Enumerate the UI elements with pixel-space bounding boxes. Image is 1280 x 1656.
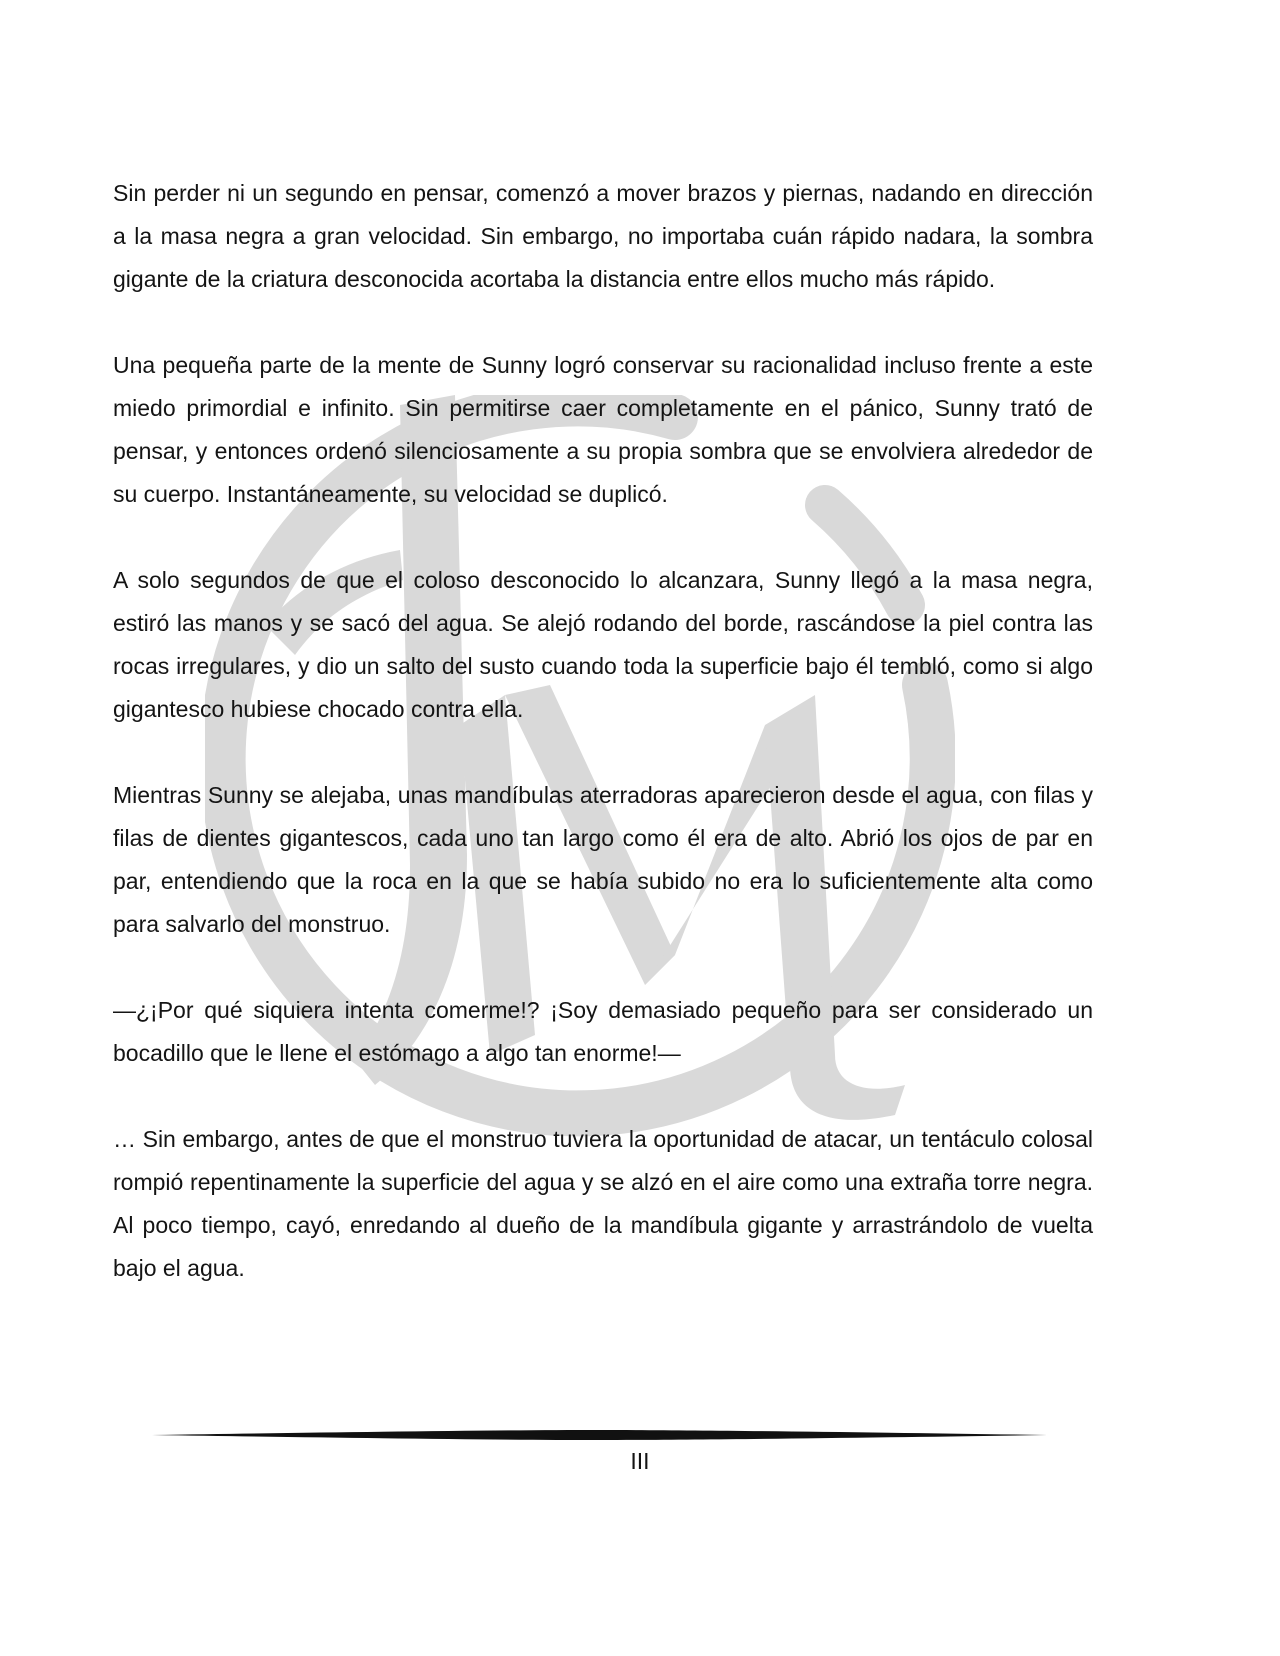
paragraph: … Sin embargo, antes de que el monstruo tuviera la oportunidad de atacar, un tentáculo colosal rompió repentinamente la superficie del agua y se alzó en el aire como una extraña torre negra. Al poco tiempo, cayó, enredando al dueño de la mandíbula gigante y arrastrándolo de vuelta bajo el agua. bbox=[113, 1126, 1093, 1281]
paragraph: Sin perder ni un segundo en pensar, comenzó a mover brazos y piernas, nadando en dirección a la masa negra a gran velocidad. Sin embargo, no importaba cuán rápido nadara, la sombra gigante de la criatura desconocida acortaba la distancia entre ellos mucho más rápido. bbox=[113, 180, 1093, 292]
paragraph: Mientras Sunny se alejaba, unas mandíbulas aterradoras aparecieron desde el agua, con filas y filas de dientes gigantescos, cada uno tan largo como él era de alto. Abrió los ojos de par en par, entendiendo que la roca en la que se había subido no era lo suficientemente alta como para salvarlo del monstruo. bbox=[113, 782, 1093, 937]
paragraph: A solo segundos de que el coloso desconocido lo alcanzara, Sunny llegó a la masa negra, estiró las manos y se sacó del agua. Se alejó rodando del borde, rascándose la piel contra las rocas irregulares, y dio un salto del susto cuando toda la superficie bajo él tembló, como si algo gigantesco hubiese chocado contra ella. bbox=[113, 567, 1093, 722]
page-number: III bbox=[630, 1448, 650, 1474]
document-body bbox=[113, 172, 1093, 1333]
tapered-rule-icon bbox=[152, 1430, 1047, 1440]
paragraph: Una pequeña parte de la mente de Sunny logró conservar su racionalidad incluso frente a este miedo primordial e infinito. Sin permitirse caer completamente en el pánico, Sunny trató de pensar, y entonces ordenó silenciosamente a su propia sombra que se envolviera alrededor de su cuerpo. Instantáneamente, su velocidad se duplicó. bbox=[113, 352, 1093, 507]
dialogue-paragraph: —¿¡Por qué siquiera intenta comerme!? ¡Soy demasiado pequeño para ser considerado un bocadillo que le llene el estómago a algo tan enorme!— bbox=[113, 997, 1093, 1066]
